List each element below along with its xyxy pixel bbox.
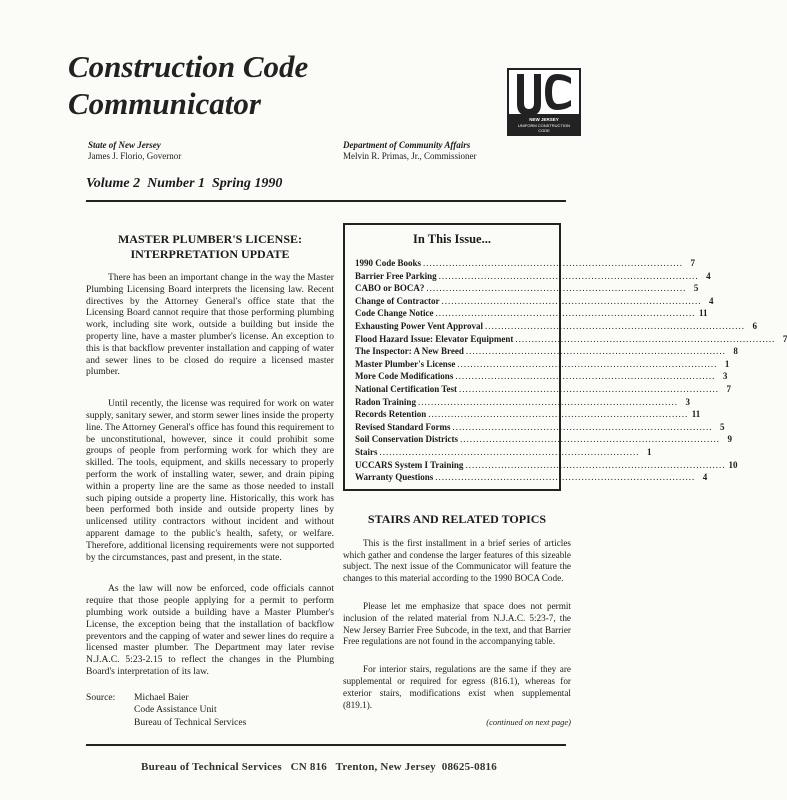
- dot-leader: ................................................................................: [438, 270, 699, 281]
- source-credit: [86, 692, 334, 730]
- contents-item: [355, 446, 652, 459]
- contents-item-page: 7: [726, 383, 731, 394]
- dot-leader: ................................................................................: [484, 320, 745, 331]
- contents-item-title: Code Change Notice: [355, 308, 434, 319]
- department-block: [343, 140, 477, 162]
- stairs-paragraph-2: Please let me emphasize that space does not permit inclusion of the related material from N.J.A.C. 5:23-7, the New Jersey Barrier Free Subcode, in the text, and that Barrier Free regulations are not found in the accompanying table.: [343, 600, 571, 647]
- ucc-logo: [507, 68, 581, 136]
- contents-item-page: 7: [690, 258, 696, 268]
- contents-item-title: Records Retention: [355, 409, 427, 420]
- contents-item: [355, 459, 738, 472]
- contents-item: [355, 320, 757, 333]
- issue-line: Volume 2 Number 1 Spring 1990: [86, 176, 283, 191]
- contents-item-page: 3: [722, 371, 728, 382]
- dot-leader: ................................................................................: [417, 396, 678, 407]
- contents-item-title: Change of Contractor: [355, 295, 440, 306]
- contents-item: [355, 433, 732, 446]
- governor: James J. Florio, Governor: [88, 151, 182, 161]
- state-block: [88, 140, 181, 162]
- dot-leader: ................................................................................: [465, 346, 726, 357]
- contents-item-page: 1: [724, 358, 730, 369]
- contents-item-page: 10: [728, 459, 738, 470]
- contents-item: [355, 396, 690, 409]
- logo-text-1: NEW JERSEY: [529, 117, 559, 122]
- department-name: Department of Community Affairs: [343, 140, 471, 150]
- contents-item-page: 11: [698, 308, 708, 319]
- contents-item-page: 5: [720, 421, 725, 432]
- contents-item-title: Stairs: [355, 446, 378, 457]
- contents-item: [355, 333, 787, 346]
- contents-item-title: National Certification Test: [355, 383, 457, 394]
- dot-leader: ................................................................................: [459, 383, 719, 394]
- stairs-article-title: STAIRS AND RELATED TOPICS: [367, 512, 547, 526]
- stairs-article: [343, 514, 571, 729]
- contents-item: [355, 408, 701, 421]
- contents-item-page: 11: [691, 409, 701, 420]
- title-line-2: Communicator: [68, 86, 261, 121]
- source-label: Source:: [86, 691, 116, 703]
- contents-item-title: Flood Hazard Issue: Elevator Equipment: [355, 333, 514, 344]
- stairs-paragraph-3: For interior stairs, regulations are the same if they are supplemental or required for egress (816.1), whereas for exterior stairs, modifications exist when supplemental (819.1).: [343, 664, 571, 710]
- contents-item: [355, 370, 728, 383]
- contents-item-page: 4: [702, 472, 708, 483]
- contents-item-title: UCCARS System I Training: [355, 459, 464, 470]
- dot-leader: ................................................................................: [435, 472, 696, 483]
- contents-item: [355, 257, 696, 270]
- contents-item-title: Exhausting Power Vent Approval: [355, 320, 483, 331]
- contents-item: [355, 421, 725, 434]
- contents-item-page: 6: [752, 320, 757, 331]
- contents-item-title: Revised Standard Forms: [355, 421, 451, 432]
- dot-leader: ................................................................................: [455, 371, 716, 382]
- newsletter-title: [68, 48, 308, 122]
- contents-item-title: 1990 Code Books: [355, 258, 422, 268]
- dot-leader: ................................................................................: [457, 358, 718, 369]
- contents-item: [355, 471, 708, 484]
- contents-item-page: 7: [782, 333, 787, 344]
- source-unit: Code Assistance Unit: [134, 704, 217, 716]
- footer-address: Bureau of Technical Services CN 816 Trenton, New Jersey 08625-0816: [141, 761, 497, 773]
- contents-item-page: 4: [709, 295, 714, 306]
- source-bureau: Bureau of Technical Services: [134, 716, 247, 728]
- in-this-issue-heading: In This Issue...: [413, 232, 491, 246]
- dot-leader: ................................................................................: [435, 308, 696, 319]
- contents-item-page: 4: [706, 270, 711, 281]
- contents-list: [355, 257, 787, 484]
- state-name: State of New Jersey: [88, 140, 161, 150]
- contents-item-page: 1: [647, 446, 652, 457]
- lead-paragraph-2: Until recently, the license was required for work on water supply, sanitary sewer, and storm sewer lines inside the property line. The Attorney General's office has found this requirement to be unconstitutional, however, since it could prohibit some groups of people from performing work for which they are skilled. The tools, equipment, and skills necessary to properly perform the work of installing water, sewer, and drain piping within a property line are the same as those needed to install such piping outside a property line. Historically, this work has been performed both inside and outside property lines by unlicensed utility contractors without incident and without apparent damage to the public's health, safety, or welfare. Therefore, additional licensing requirements were not supported by the circumstances, past and present, in the state.: [86, 398, 334, 563]
- logo-text-3: CODE: [538, 128, 550, 133]
- dot-leader: ................................................................................: [423, 258, 684, 268]
- dot-leader: ................................................................................: [379, 446, 640, 457]
- contents-item: [355, 345, 738, 358]
- dot-leader: ................................................................................: [428, 409, 689, 420]
- contents-item-title: Radon Training: [355, 396, 416, 407]
- contents-item: [355, 383, 731, 396]
- lead-article-title: MASTER PLUMBER'S LICENSE: INTERPRETATION UPDATE: [117, 232, 303, 261]
- contents-item-title: Soil Conservation Districts: [355, 434, 458, 445]
- contents-item-page: 8: [733, 346, 738, 357]
- contents-item-title: CABO or BOCA?: [355, 283, 425, 294]
- lead-paragraph-3: As the law will now be enforced, code officials cannot require that those people applying for a permit to perform plumbing work outside a building have a Master Plumber's License, the exception being that the installation of backflow preventors and the capping of water and sewer lines do require a licensed master plumber. The Department may later revise N.J.A.C. 5:23-2.15 to reflect the changes in the Plumbing Board's interpretation of its law.: [86, 583, 334, 677]
- contents-item-page: 9: [727, 434, 732, 445]
- contents-item: [355, 270, 711, 283]
- dot-leader: ................................................................................: [452, 421, 713, 432]
- dot-leader: ................................................................................: [426, 283, 687, 294]
- contents-item-page: 5: [693, 283, 699, 294]
- contents-item-title: Warranty Questions: [355, 472, 434, 483]
- logo-text-2: UNIFORM CONSTRUCTION: [518, 123, 570, 128]
- lead-paragraph-1: There has been an important change in the way the Master Plumbing Licensing Board interprets the licensing law. Recent directives by the Attorney General's office state that the Licensing Board cannot require that those performing plumbing work, including site work, outside a building but inside the property line, have a master plumber's license. An exception to this is that backflow preventer installation and capping of water and sewer lines to be closed do require a licensed master plumber.: [86, 272, 334, 378]
- in-this-issue-box: [343, 223, 787, 491]
- lead-article: [86, 232, 334, 729]
- dot-leader: ................................................................................: [515, 333, 776, 344]
- dot-leader: ................................................................................: [441, 295, 702, 306]
- title-line-1: Construction Code: [68, 49, 309, 84]
- dot-leader: ................................................................................: [460, 434, 720, 445]
- contents-item-title: Barrier Free Parking: [355, 270, 437, 281]
- commissioner: Melvin R. Primas, Jr., Commissioner: [343, 151, 477, 161]
- contents-item: [355, 307, 708, 320]
- contents-item: [355, 295, 714, 308]
- bottom-rule: [86, 744, 566, 746]
- contents-item: [355, 282, 699, 295]
- source-name: Michael Baier: [134, 691, 189, 703]
- dot-leader: ................................................................................: [465, 459, 726, 470]
- contents-item-title: More Code Modifications: [355, 371, 454, 382]
- continued-note: (continued on next page): [486, 717, 571, 728]
- contents-item: [355, 358, 730, 371]
- top-rule: [86, 200, 566, 202]
- contents-item-title: The Inspector: A New Breed: [355, 346, 464, 357]
- contents-item-page: 3: [685, 396, 690, 407]
- contents-item-title: Master Plumber's License: [355, 358, 456, 369]
- stairs-paragraph-1: This is the first installment in a brief series of articles which gather and condense the larger features of this sizeable subject. The next issue of the Communicator will feature the changes to this material according to the 1990 BOCA Code.: [343, 537, 571, 584]
